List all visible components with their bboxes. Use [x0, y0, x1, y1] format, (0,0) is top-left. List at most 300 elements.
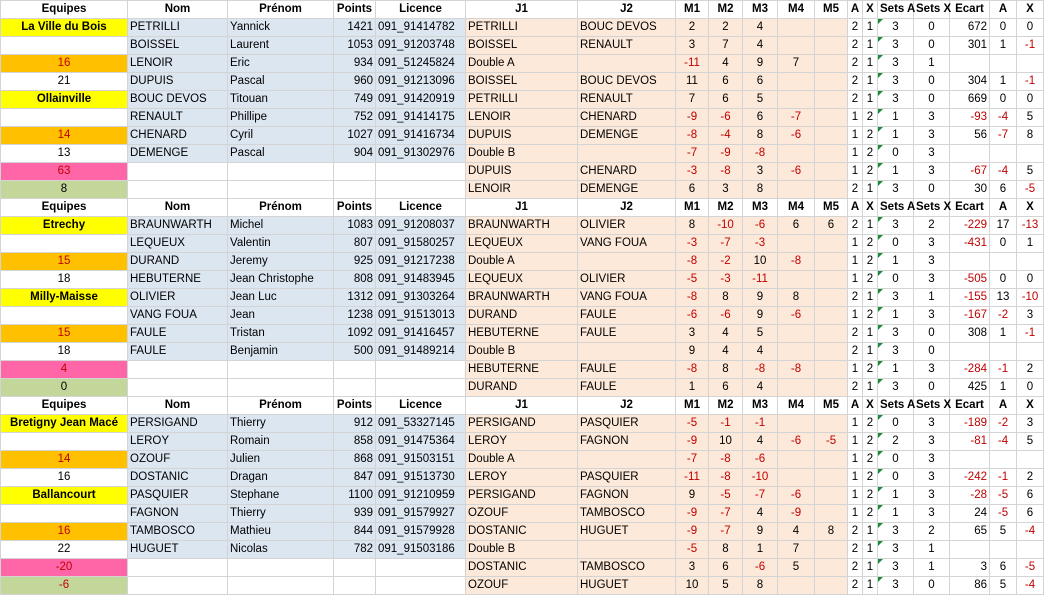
points-cell[interactable]: 808	[334, 271, 376, 289]
x-cell[interactable]: 2	[863, 253, 878, 271]
result-a-cell[interactable]: 1	[990, 73, 1017, 91]
j2-cell[interactable]: CHENARD	[578, 163, 676, 181]
m1-cell[interactable]: 1	[676, 379, 709, 397]
sets-a-cell[interactable]: 0	[878, 145, 914, 163]
sets-a-cell[interactable]: 3	[878, 91, 914, 109]
m2-cell[interactable]: 8	[709, 361, 743, 379]
team-cell[interactable]: 22	[1, 541, 128, 559]
licence-cell[interactable]: 091_91416734	[376, 127, 466, 145]
prenom-cell[interactable]: Julien	[228, 451, 334, 469]
nom-cell[interactable]: CHENARD	[128, 127, 228, 145]
ecart-cell[interactable]: 86	[950, 577, 990, 595]
points-cell[interactable]: 1092	[334, 325, 376, 343]
nom-cell[interactable]: DOSTANIC	[128, 469, 228, 487]
sets-a-cell[interactable]: 1	[878, 361, 914, 379]
a-cell[interactable]: 1	[848, 271, 863, 289]
sets-x-cell[interactable]: 0	[914, 379, 950, 397]
j1-cell[interactable]: Double A	[466, 451, 578, 469]
m1-cell[interactable]: -5	[676, 271, 709, 289]
a-cell[interactable]: 2	[848, 379, 863, 397]
j1-cell[interactable]: DURAND	[466, 379, 578, 397]
j1-cell[interactable]: Double B	[466, 541, 578, 559]
m5-cell[interactable]	[815, 487, 848, 505]
ecart-cell[interactable]: 308	[950, 325, 990, 343]
a-cell[interactable]: 1	[848, 433, 863, 451]
sets-a-cell[interactable]: 1	[878, 505, 914, 523]
m3-cell[interactable]: 9	[743, 55, 778, 73]
j1-cell[interactable]: DUPUIS	[466, 163, 578, 181]
m1-cell[interactable]: 9	[676, 343, 709, 361]
result-a-cell[interactable]: 6	[990, 181, 1017, 199]
result-a-cell[interactable]: 0	[990, 19, 1017, 37]
result-x-cell[interactable]: -4	[1017, 577, 1044, 595]
j1-cell[interactable]: DOSTANIC	[466, 559, 578, 577]
nom-cell[interactable]	[128, 163, 228, 181]
prenom-cell[interactable]: Laurent	[228, 37, 334, 55]
prenom-cell[interactable]: Thierry	[228, 415, 334, 433]
result-x-cell[interactable]: -1	[1017, 73, 1044, 91]
a-cell[interactable]: 2	[848, 559, 863, 577]
m2-cell[interactable]: 5	[709, 577, 743, 595]
result-a-cell[interactable]: -1	[990, 469, 1017, 487]
x-cell[interactable]: 2	[863, 433, 878, 451]
m3-cell[interactable]: 5	[743, 91, 778, 109]
result-a-cell[interactable]: 0	[990, 91, 1017, 109]
x-cell[interactable]: 2	[863, 127, 878, 145]
points-cell[interactable]: 1238	[334, 307, 376, 325]
m3-cell[interactable]: -10	[743, 469, 778, 487]
ecart-cell[interactable]	[950, 541, 990, 559]
prenom-cell[interactable]: Jeremy	[228, 253, 334, 271]
prenom-cell[interactable]: Mathieu	[228, 523, 334, 541]
j1-cell[interactable]: PERSIGAND	[466, 487, 578, 505]
sets-a-cell[interactable]: 3	[878, 19, 914, 37]
m2-cell[interactable]: 8	[709, 541, 743, 559]
result-a-cell[interactable]	[990, 55, 1017, 73]
points-cell[interactable]: 1053	[334, 37, 376, 55]
sets-a-cell[interactable]: 1	[878, 487, 914, 505]
m2-cell[interactable]: 4	[709, 343, 743, 361]
m2-cell[interactable]: 4	[709, 325, 743, 343]
licence-cell[interactable]	[376, 181, 466, 199]
j2-cell[interactable]: OLIVIER	[578, 271, 676, 289]
m2-cell[interactable]: 7	[709, 37, 743, 55]
m5-cell[interactable]	[815, 577, 848, 595]
licence-cell[interactable]: 091_91213096	[376, 73, 466, 91]
prenom-cell[interactable]: Pascal	[228, 73, 334, 91]
m3-cell[interactable]: 9	[743, 289, 778, 307]
prenom-cell[interactable]: Jean	[228, 307, 334, 325]
m2-cell[interactable]: -7	[709, 523, 743, 541]
m5-cell[interactable]	[815, 253, 848, 271]
sets-a-cell[interactable]: 1	[878, 163, 914, 181]
nom-cell[interactable]: HEBUTERNE	[128, 271, 228, 289]
a-cell[interactable]: 2	[848, 37, 863, 55]
result-x-cell[interactable]: 5	[1017, 163, 1044, 181]
result-a-cell[interactable]: 0	[990, 271, 1017, 289]
nom-cell[interactable]: BOISSEL	[128, 37, 228, 55]
m2-cell[interactable]: -7	[709, 505, 743, 523]
sets-a-cell[interactable]: 0	[878, 271, 914, 289]
result-a-cell[interactable]	[990, 451, 1017, 469]
ecart-cell[interactable]	[950, 343, 990, 361]
sets-a-cell[interactable]: 3	[878, 325, 914, 343]
sets-x-cell[interactable]: 0	[914, 91, 950, 109]
ecart-cell[interactable]: -93	[950, 109, 990, 127]
m4-cell[interactable]	[778, 343, 815, 361]
result-x-cell[interactable]: -10	[1017, 289, 1044, 307]
points-cell[interactable]: 807	[334, 235, 376, 253]
m2-cell[interactable]: -5	[709, 487, 743, 505]
result-x-cell[interactable]: 0	[1017, 271, 1044, 289]
points-cell[interactable]: 1421	[334, 19, 376, 37]
m3-cell[interactable]: -6	[743, 451, 778, 469]
team-cell[interactable]: 14	[1, 451, 128, 469]
sets-a-cell[interactable]: 3	[878, 181, 914, 199]
result-a-cell[interactable]	[990, 145, 1017, 163]
m5-cell[interactable]	[815, 91, 848, 109]
team-cell[interactable]	[1, 505, 128, 523]
x-cell[interactable]: 1	[863, 379, 878, 397]
sets-a-cell[interactable]: 0	[878, 469, 914, 487]
licence-cell[interactable]: 091_91579928	[376, 523, 466, 541]
m3-cell[interactable]: -8	[743, 361, 778, 379]
j2-cell[interactable]: FAULE	[578, 361, 676, 379]
sets-x-cell[interactable]: 3	[914, 307, 950, 325]
team-cell[interactable]: 18	[1, 271, 128, 289]
m1-cell[interactable]: 3	[676, 559, 709, 577]
j2-cell[interactable]	[578, 343, 676, 361]
j1-cell[interactable]: OZOUF	[466, 577, 578, 595]
m1-cell[interactable]: -8	[676, 361, 709, 379]
m3-cell[interactable]: 5	[743, 325, 778, 343]
j2-cell[interactable]: FAULE	[578, 307, 676, 325]
team-cell[interactable]	[1, 109, 128, 127]
licence-cell[interactable]: 091_91203748	[376, 37, 466, 55]
points-cell[interactable]: 847	[334, 469, 376, 487]
result-x-cell[interactable]: -1	[1017, 37, 1044, 55]
m5-cell[interactable]	[815, 181, 848, 199]
result-x-cell[interactable]: 5	[1017, 109, 1044, 127]
m3-cell[interactable]: 4	[743, 343, 778, 361]
m5-cell[interactable]	[815, 145, 848, 163]
points-cell[interactable]	[334, 163, 376, 181]
m3-cell[interactable]: 4	[743, 19, 778, 37]
ecart-cell[interactable]: 669	[950, 91, 990, 109]
m4-cell[interactable]: 5	[778, 559, 815, 577]
a-cell[interactable]: 2	[848, 73, 863, 91]
ecart-cell[interactable]: -505	[950, 271, 990, 289]
m2-cell[interactable]: -10	[709, 217, 743, 235]
m3-cell[interactable]: -11	[743, 271, 778, 289]
a-cell[interactable]: 1	[848, 145, 863, 163]
m1-cell[interactable]: 11	[676, 73, 709, 91]
team-cell[interactable]: 8	[1, 181, 128, 199]
points-cell[interactable]: 904	[334, 145, 376, 163]
a-cell[interactable]: 1	[848, 109, 863, 127]
licence-cell[interactable]: 091_91503186	[376, 541, 466, 559]
points-cell[interactable]: 1312	[334, 289, 376, 307]
licence-cell[interactable]: 091_91303264	[376, 289, 466, 307]
m4-cell[interactable]	[778, 577, 815, 595]
m3-cell[interactable]: 4	[743, 505, 778, 523]
sets-x-cell[interactable]: 3	[914, 469, 950, 487]
points-cell[interactable]: 782	[334, 541, 376, 559]
nom-cell[interactable]	[128, 379, 228, 397]
m3-cell[interactable]: 10	[743, 253, 778, 271]
x-cell[interactable]: 1	[863, 559, 878, 577]
ecart-cell[interactable]: 425	[950, 379, 990, 397]
j1-cell[interactable]: LENOIR	[466, 181, 578, 199]
nom-cell[interactable]: DURAND	[128, 253, 228, 271]
m4-cell[interactable]	[778, 469, 815, 487]
result-a-cell[interactable]: -1	[990, 361, 1017, 379]
licence-cell[interactable]: 091_91489214	[376, 343, 466, 361]
m1-cell[interactable]: -9	[676, 523, 709, 541]
a-cell[interactable]: 1	[848, 253, 863, 271]
sets-a-cell[interactable]: 3	[878, 559, 914, 577]
a-cell[interactable]: 2	[848, 523, 863, 541]
prenom-cell[interactable]: Dragan	[228, 469, 334, 487]
result-a-cell[interactable]: 0	[990, 235, 1017, 253]
nom-cell[interactable]: FAGNON	[128, 505, 228, 523]
m1-cell[interactable]: -7	[676, 451, 709, 469]
licence-cell[interactable]: 091_91513013	[376, 307, 466, 325]
j1-cell[interactable]: Double B	[466, 145, 578, 163]
team-cell[interactable]: 63	[1, 163, 128, 181]
ecart-cell[interactable]: 301	[950, 37, 990, 55]
sets-a-cell[interactable]: 3	[878, 379, 914, 397]
m5-cell[interactable]	[815, 469, 848, 487]
a-cell[interactable]: 1	[848, 307, 863, 325]
j1-cell[interactable]: BRAUNWARTH	[466, 289, 578, 307]
team-cell[interactable]: -6	[1, 577, 128, 595]
result-a-cell[interactable]: 6	[990, 559, 1017, 577]
m4-cell[interactable]	[778, 271, 815, 289]
licence-cell[interactable]	[376, 361, 466, 379]
nom-cell[interactable]	[128, 577, 228, 595]
m4-cell[interactable]	[778, 19, 815, 37]
x-cell[interactable]: 1	[863, 217, 878, 235]
m1-cell[interactable]: 3	[676, 37, 709, 55]
m2-cell[interactable]: -8	[709, 469, 743, 487]
prenom-cell[interactable]: Eric	[228, 55, 334, 73]
x-cell[interactable]: 1	[863, 37, 878, 55]
ecart-cell[interactable]: 304	[950, 73, 990, 91]
licence-cell[interactable]: 091_51245824	[376, 55, 466, 73]
x-cell[interactable]: 2	[863, 505, 878, 523]
result-a-cell[interactable]: -4	[990, 163, 1017, 181]
result-a-cell[interactable]: -4	[990, 433, 1017, 451]
licence-cell[interactable]: 091_91217238	[376, 253, 466, 271]
ecart-cell[interactable]	[950, 55, 990, 73]
m1-cell[interactable]: 7	[676, 91, 709, 109]
sets-a-cell[interactable]: 2	[878, 433, 914, 451]
m1-cell[interactable]: -6	[676, 307, 709, 325]
x-cell[interactable]: 2	[863, 235, 878, 253]
result-x-cell[interactable]: 6	[1017, 505, 1044, 523]
x-cell[interactable]: 2	[863, 109, 878, 127]
m5-cell[interactable]	[815, 361, 848, 379]
j1-cell[interactable]: Double A	[466, 253, 578, 271]
ecart-cell[interactable]: 65	[950, 523, 990, 541]
m4-cell[interactable]: 6	[778, 217, 815, 235]
licence-cell[interactable]: 091_91414175	[376, 109, 466, 127]
m1-cell[interactable]: 2	[676, 19, 709, 37]
team-cell[interactable]: 16	[1, 469, 128, 487]
m5-cell[interactable]	[815, 325, 848, 343]
x-cell[interactable]: 1	[863, 289, 878, 307]
x-cell[interactable]: 2	[863, 163, 878, 181]
result-a-cell[interactable]: 13	[990, 289, 1017, 307]
a-cell[interactable]: 2	[848, 343, 863, 361]
ecart-cell[interactable]: -28	[950, 487, 990, 505]
j2-cell[interactable]	[578, 451, 676, 469]
m2-cell[interactable]: -6	[709, 307, 743, 325]
points-cell[interactable]: 1100	[334, 487, 376, 505]
x-cell[interactable]: 2	[863, 271, 878, 289]
points-cell[interactable]	[334, 181, 376, 199]
team-cell[interactable]: 16	[1, 523, 128, 541]
sets-x-cell[interactable]: 3	[914, 361, 950, 379]
sets-x-cell[interactable]: 3	[914, 487, 950, 505]
x-cell[interactable]: 2	[863, 307, 878, 325]
m3-cell[interactable]: -7	[743, 487, 778, 505]
m4-cell[interactable]: -8	[778, 361, 815, 379]
sets-x-cell[interactable]: 3	[914, 163, 950, 181]
points-cell[interactable]	[334, 379, 376, 397]
m1-cell[interactable]: -5	[676, 415, 709, 433]
prenom-cell[interactable]	[228, 577, 334, 595]
m1-cell[interactable]: -8	[676, 253, 709, 271]
sets-a-cell[interactable]: 0	[878, 451, 914, 469]
x-cell[interactable]: 2	[863, 415, 878, 433]
x-cell[interactable]: 2	[863, 469, 878, 487]
x-cell[interactable]: 2	[863, 361, 878, 379]
a-cell[interactable]: 2	[848, 181, 863, 199]
j2-cell[interactable]: OLIVIER	[578, 217, 676, 235]
nom-cell[interactable]: DEMENGE	[128, 145, 228, 163]
j1-cell[interactable]: BOISSEL	[466, 37, 578, 55]
m3-cell[interactable]: -6	[743, 559, 778, 577]
team-cell[interactable]: 18	[1, 343, 128, 361]
points-cell[interactable]: 934	[334, 55, 376, 73]
licence-cell[interactable]: 091_91302976	[376, 145, 466, 163]
nom-cell[interactable]: BOUC DEVOS	[128, 91, 228, 109]
m3-cell[interactable]: 4	[743, 433, 778, 451]
j1-cell[interactable]: Double B	[466, 343, 578, 361]
j2-cell[interactable]: TAMBOSCO	[578, 559, 676, 577]
result-x-cell[interactable]: 3	[1017, 307, 1044, 325]
a-cell[interactable]: 1	[848, 361, 863, 379]
m5-cell[interactable]	[815, 163, 848, 181]
licence-cell[interactable]: 091_91475364	[376, 433, 466, 451]
licence-cell[interactable]: 091_91208037	[376, 217, 466, 235]
result-a-cell[interactable]: 5	[990, 577, 1017, 595]
team-cell[interactable]: -20	[1, 559, 128, 577]
nom-cell[interactable]	[128, 181, 228, 199]
team-cell[interactable]: 4	[1, 361, 128, 379]
a-cell[interactable]: 2	[848, 91, 863, 109]
licence-cell[interactable]: 091_91579927	[376, 505, 466, 523]
result-a-cell[interactable]: 17	[990, 217, 1017, 235]
j2-cell[interactable]: PASQUIER	[578, 469, 676, 487]
ecart-cell[interactable]: -67	[950, 163, 990, 181]
x-cell[interactable]: 1	[863, 523, 878, 541]
x-cell[interactable]: 1	[863, 19, 878, 37]
m4-cell[interactable]	[778, 145, 815, 163]
licence-cell[interactable]: 091_91580257	[376, 235, 466, 253]
x-cell[interactable]: 2	[863, 145, 878, 163]
sets-x-cell[interactable]: 3	[914, 505, 950, 523]
sets-a-cell[interactable]: 3	[878, 343, 914, 361]
m1-cell[interactable]: -5	[676, 541, 709, 559]
m1-cell[interactable]: 8	[676, 217, 709, 235]
sets-a-cell[interactable]: 1	[878, 307, 914, 325]
j1-cell[interactable]: LEQUEUX	[466, 271, 578, 289]
points-cell[interactable]: 868	[334, 451, 376, 469]
sets-a-cell[interactable]: 3	[878, 37, 914, 55]
sets-x-cell[interactable]: 1	[914, 541, 950, 559]
nom-cell[interactable]: LENOIR	[128, 55, 228, 73]
m5-cell[interactable]	[815, 379, 848, 397]
ecart-cell[interactable]: 672	[950, 19, 990, 37]
result-a-cell[interactable]	[990, 253, 1017, 271]
team-cell[interactable]	[1, 433, 128, 451]
licence-cell[interactable]: 091_91414782	[376, 19, 466, 37]
prenom-cell[interactable]: Pascal	[228, 145, 334, 163]
team-cell[interactable]: 13	[1, 145, 128, 163]
points-cell[interactable]: 912	[334, 415, 376, 433]
sets-a-cell[interactable]: 3	[878, 73, 914, 91]
team-cell[interactable]	[1, 307, 128, 325]
m4-cell[interactable]: -6	[778, 487, 815, 505]
a-cell[interactable]: 1	[848, 415, 863, 433]
nom-cell[interactable]: HUGUET	[128, 541, 228, 559]
x-cell[interactable]: 2	[863, 451, 878, 469]
m5-cell[interactable]	[815, 541, 848, 559]
m5-cell[interactable]: -5	[815, 433, 848, 451]
j1-cell[interactable]: DUPUIS	[466, 127, 578, 145]
m2-cell[interactable]: 6	[709, 73, 743, 91]
prenom-cell[interactable]: Nicolas	[228, 541, 334, 559]
j2-cell[interactable]: CHENARD	[578, 109, 676, 127]
m1-cell[interactable]: 9	[676, 487, 709, 505]
licence-cell[interactable]: 091_91503151	[376, 451, 466, 469]
m5-cell[interactable]	[815, 109, 848, 127]
x-cell[interactable]: 1	[863, 541, 878, 559]
j1-cell[interactable]: LEQUEUX	[466, 235, 578, 253]
j1-cell[interactable]: OZOUF	[466, 505, 578, 523]
x-cell[interactable]: 2	[863, 487, 878, 505]
m2-cell[interactable]: -1	[709, 415, 743, 433]
points-cell[interactable]: 1027	[334, 127, 376, 145]
points-cell[interactable]	[334, 559, 376, 577]
result-a-cell[interactable]: -5	[990, 505, 1017, 523]
licence-cell[interactable]	[376, 577, 466, 595]
m4-cell[interactable]: 8	[778, 289, 815, 307]
m2-cell[interactable]: 3	[709, 181, 743, 199]
m5-cell[interactable]	[815, 415, 848, 433]
result-a-cell[interactable]: -2	[990, 307, 1017, 325]
j1-cell[interactable]: LEROY	[466, 433, 578, 451]
m1-cell[interactable]: 3	[676, 325, 709, 343]
points-cell[interactable]: 1083	[334, 217, 376, 235]
prenom-cell[interactable]: Valentin	[228, 235, 334, 253]
sets-x-cell[interactable]: 0	[914, 181, 950, 199]
sets-a-cell[interactable]: 1	[878, 109, 914, 127]
sets-a-cell[interactable]: 0	[878, 415, 914, 433]
